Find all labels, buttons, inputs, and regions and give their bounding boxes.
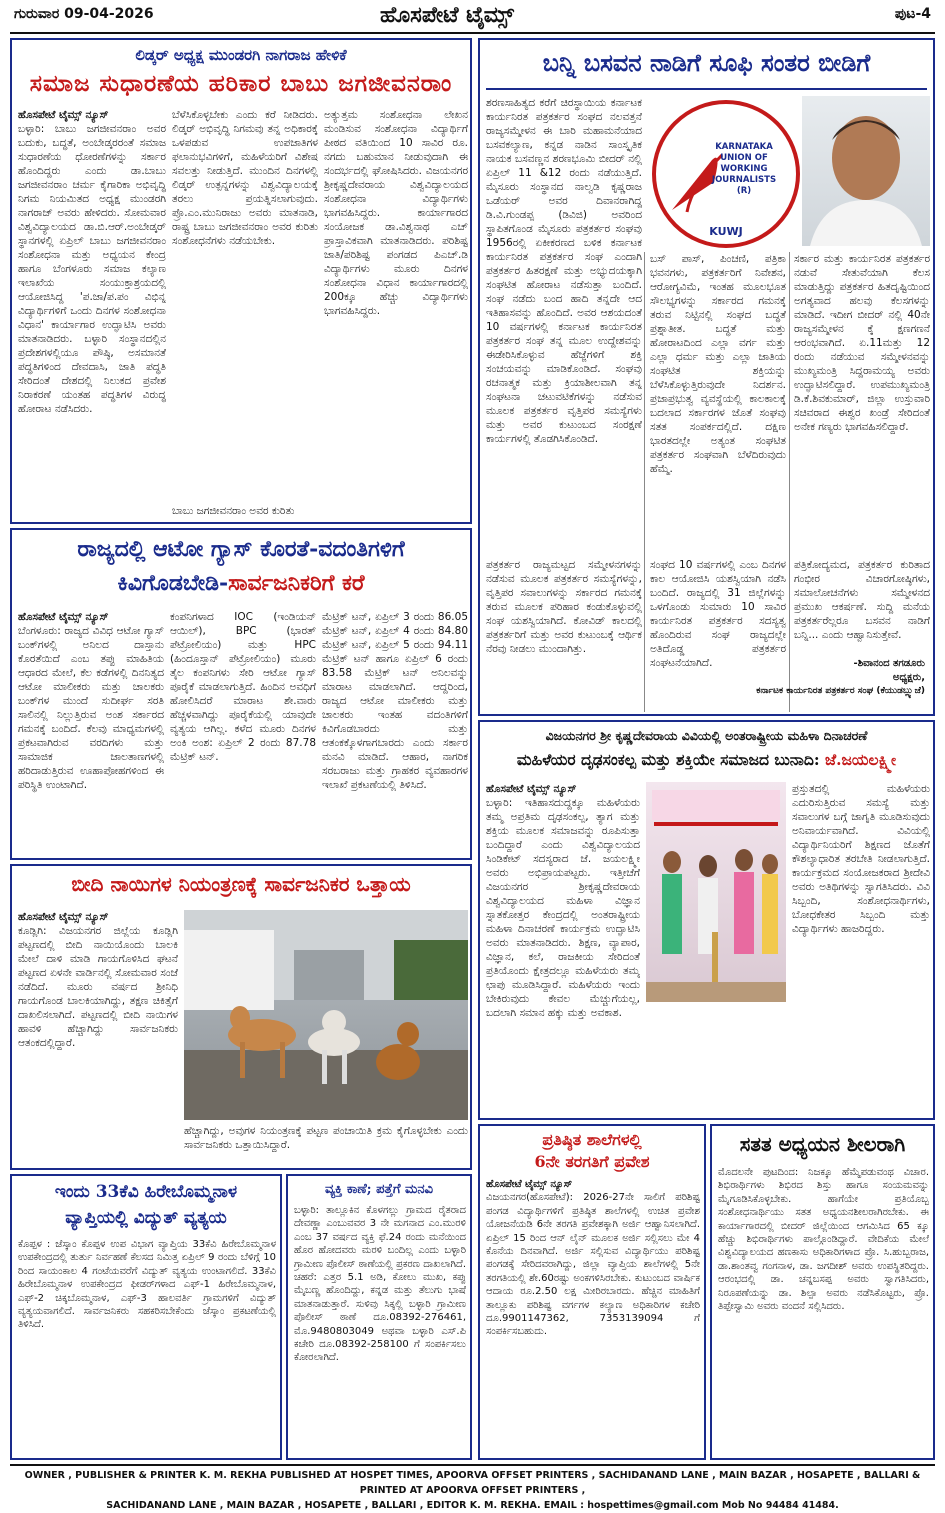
newspaper-title: ಹೊಸಪೇಟೆ ಟೈಮ್ಸ್ [380, 2, 514, 28]
story-body: ಕೊಪ್ಪಳ : ಜೆಸ್ಕಾಂ ಕೊಪ್ಪಳ ಉಪ ವಿಭಾಗ ವ್ಯಾಪ್ತಿಯ 33ಕೆವಿ ಹಿರೇಬೊಮ್ಮನಾಳ ಉಪಕೇಂದ್ರದಲ್ಲಿ ತುರ್ತು ನಿರ್ವಹಣೆ ಕೆಲಸದ ನಿಮಿತ್ತ ಏಪ್ರಿಲ್ 9 ರಂದು ಬೆಳಿಗ್ಗೆ 10 ರಿಂದ ಸಾಯಂಕಾಲ 4 ಗಂಟೆಯವರೆಗೆ ವಿದ್ಯುತ್ ವ್ಯತ್ಯಯ ಉಂಟಾಗಲಿದೆ. 33ಕೆವಿ ಹಿರೇಬೊಮ್ಮನಾಳ ಉಪಕೇಂದ್ರದ ಫೀಡರ್‌ಗಳಾದ ಎಫ್-1 ಹಿರೇಬೊಮ್ಮನಾಳ, ಎಫ್-2 ಚಿಕ್ಕಬೊಮ್ಮನಾಳ, ಎಫ್-3 ಹಾಲವರ್ತಿ ಗ್ರಾಮಗಳಿಗೆ ವಿದ್ಯುತ್ ವ್ಯತ್ಯಯವಾಗಲಿದೆ. ಸಾರ್ವಜನಿಕರು ಸಹಕರಿಸಬೇಕೆಂದು ಜೆಸ್ಕಾಂ ಪ್ರಕಟಣೆಯಲ್ಲಿ ತಿಳಿಸಿದೆ. [18, 1239, 276, 1331]
story-column-2: ಬಸ್ ಪಾಸ್, ಪಿಂಚಣಿ, ಪತ್ರಿಕಾ ಭವನಗಳು, ಪತ್ರಕರ್ತರಿಗೆ ನಿವೇಶನ, ಆರೋಗ್ಯವಿಮೆ, ಇಂತಹ ಮೂಲಭೂತ ಸೌಲಭ್ಯಗಳನ್ನು ಸರ್ಕಾರದ ಗಮನಕ್ಕೆ ತರುವ ನಿಟ್ಟಿನಲ್ಲಿ ಸಂಘದ ಬದ್ಧತೆ ಪ್ರಶ್ನಾತೀತ. ಬದ್ಧತೆ ಮತ್ತು ಹೋರಾಟದಿಂದ ಎಲ್ಲಾ ವರ್ಗ ಮತ್ತು ಎಲ್ಲಾ ಧರ್ಮ ಮತ್ತು ಎಲ್ಲಾ ಜಾತಿಯ ಸಂಘಟಿತ ಶಕ್ತಿಯನ್ನು ಬೆಳೆಸಿಕೊಳ್ಳುತ್ತಿರುವುದೇ ನಿದರ್ಶನ. ಪ್ರಜಾಪ್ರಭುತ್ವ ವ್ಯವಸ್ಥೆಯಲ್ಲಿ ಕಾಲಕಾಲಕ್ಕೆ ಬದಲಾದ ಸರ್ಕಾರಗಳ ಜೊತೆ ಸಂಘವು ಸತತ ಸಂಪರ್ಕದಲ್ಲಿದೆ. ದಕ್ಷಿಣ ಭಾರತದಲ್ಲೇ ಅತ್ಯಂತ ಸಂಘಟಿತ ಪತ್ರಕರ್ತರ ಸಂಘವಾಗಿ ಬೆಳೆದಿರುವುದು ಹೆಮ್ಮೆ. [650, 253, 786, 475]
story-stray-dogs [10, 864, 472, 1170]
story-headline: ಸತತ ಅಧ್ಯಯನ ಶೀಲರಾಗಿ [739, 1132, 906, 1156]
signature-role: ಅಧ್ಯಕ್ಷರು, [892, 672, 925, 683]
masthead-rule [10, 32, 935, 34]
story-column-2: ಪ್ರಸ್ತುತದಲ್ಲಿ ಮಹಿಳೆಯರು ಎದುರಿಸುತ್ತಿರುವ ಸಮಸ್ಯೆ ಮತ್ತು ಸವಾಲುಗಳ ಬಗ್ಗೆ ಜಾಗೃತಿ ಮೂಡಿಸುವುದು ಅನಿವಾರ್ಯವಾಗಿದೆ. ವಿವಿಯಲ್ಲಿ ವಿದ್ಯಾರ್ಥಿನಿಯರಿಗೆ ಶಿಕ್ಷಣದ ಜೊತೆಗೆ ಕೌಶಲ್ಯಾಧಾರಿತ ತರಬೇತಿ ನೀಡಲಾಗುತ್ತಿದೆ. ಕಾರ್ಯಕ್ರಮದ ಸಂಯೋಜಕರಾದ ಶ್ರೀದೇವಿ ಅವರು ಅತಿಥಿಗಳನ್ನು ಸ್ವಾಗತಿಸಿದರು. ವಿವಿ ಸಿಬ್ಬಂದಿ, ಸಂಶೋಧನಾರ್ಥಿಗಳು, ಬೋಧಕೇತರ ಸಿಬ್ಬಂದಿ ಮತ್ತು ವಿದ್ಯಾರ್ಥಿಗಳು ಹಾಜರಿದ್ದರು. [792, 783, 930, 935]
headline-part-2: ಜೆ.ಜಯಲಕ್ಷ್ಮೀ [825, 750, 897, 769]
imprint-line-1: OWNER , PUBLISHER & PRINTER K. M. REKHA PUBLISHED AT HOSPET TIMES, APOORVA OFFSET PRINTERS , SACHIDANAND LANE , MAIN BAZAR , HOSAPETE , BALLARI & PRINTED AT APOORVA OFFSET PRINTERS , [24, 1470, 921, 1496]
dateline: ಹೊಸಪೇಟೆ ಟೈಮ್ಸ್ ನ್ಯೂಸ್ [486, 1179, 573, 1190]
story-auto-gas [10, 528, 472, 860]
column-rule [789, 252, 790, 712]
headline-part-1: ಮಹಿಳೆಯರ ದೃಢಸಂಕಲ್ಪ ಮತ್ತು ಶಕ್ತಿಯೇ ಸಮಾಜದ ಬುನಾದಿ: [516, 750, 826, 769]
story-body: ಬಳ್ಳಾರಿ: ಇತಿಹಾಸದುದ್ದಕ್ಕೂ ಮಹಿಳೆಯರು ತಮ್ಮ ಅಪ್ರತಿಮ ದೃಢಸಂಕಲ್ಪ, ತ್ಯಾಗ ಮತ್ತು ಶಕ್ತಿಯ ಮೂಲಕ ಸಮಾಜವನ್ನು ರೂಪಿಸುತ್ತಾ ಬಂದಿದ್ದಾರೆ ಎಂದು ವಿಶ್ವವಿದ್ಯಾಲಯದ ಸಿಂಡಿಕೇಟ್ ಸದಸ್ಯರಾದ ಜೆ. ಜಯಲಕ್ಷ್ಮೀ ಅವರು ಅಭಿಪ್ರಾಯಪಟ್ಟರು. ಇತ್ತೀಚೆಗೆ ವಿಜಯನಗರ ಶ್ರೀಕೃಷ್ಣದೇವರಾಯ ವಿಶ್ವವಿದ್ಯಾಲಯದ ಮಹಿಳಾ ವಿಜ್ಞಾನ ಸ್ನಾತಕೋತ್ತರ ಕೇಂದ್ರದಲ್ಲಿ ಅಂತರಾಷ್ಟ್ರೀಯ ಮಹಿಳಾ ದಿನಾಚರಣೆ ಕಾರ್ಯಕ್ರಮ ಉದ್ಘಾಟಿಸಿ ಅವರು ಮಾತನಾಡಿದರು. ಶಿಕ್ಷಣ, ವ್ಯಾಪಾರ, ವಿಜ್ಞಾನ, ಕಲೆ, ರಾಜಕೀಯ ಸೇರಿದಂತೆ ಪ್ರತಿಯೊಂದು ಕ್ಷೇತ್ರದಲ್ಲೂ ಮಹಿಳೆಯರು ತಮ್ಮ ಛಾಪು ಮೂಡಿಸಿದ್ದಾರೆ. ಮಹಿಳೆಯರು ಇಂದು ಬೇಕಿರುವುದು ಕೇವಲ ಮೆಚ್ಚುಗೆಯಲ್ಲ, ಬದಲಾಗಿ ಸಮಾನ ಹಕ್ಕು ಮತ್ತು ಅವಕಾಶ. [486, 797, 640, 1019]
signature-name: -ಶಿವಾನಂದ ತಗಡೂರು [853, 658, 925, 669]
portrait-photo [802, 96, 930, 246]
story-body: ಬಳ್ಳಾರಿ: ಬಾಬು ಜಗಜೀವನರಾಂ ಅವರ ಬದುಕು, ಬದ್ಧತೆ, ಅಂಬೇಡ್ಕರರಂತೆ ಸಮಾಜ ಸುಧಾರಣೆಯ ಧೋರಣೆಗಳನ್ನು ಸರ್ಕಾರ ಹೊಂದಿದ್ದರು ಎಂದು ಡಾ.ಬಾಬು ಜಗಜೀವನರಾಂ ಚರ್ಮ ಕೈಗಾರಿಕಾ ಅಭಿವೃದ್ಧಿ ನಿಗಮ ನಿಯಮಿತದ ಅಧ್ಯಕ್ಷ ಮುಂಡರಗಿ ನಾಗರಾಜ್ ಅವರು ಹೇಳಿದರು. ಸೋಮವಾರ ವಿಶ್ವವಿದ್ಯಾಲಯದ ಡಾ.ಬಿ.ಆರ್.ಅಂಬೇಡ್ಕರ್ ಸ್ಥಾನಗಳಲ್ಲಿ ಏಪ್ರಿಲ್ ಬಾಬು ಜಗಜೀವನರಾಂ ಸಂಶೋಧನಾ ಮತ್ತು ಅಧ್ಯಯನ ಕೇಂದ್ರ ಹಾಗೂ ಬೆಂಗಳೂರು ಸಮಾಜ ಕಲ್ಯಾಣ ಇಲಾಖೆಯ ಸಂಯುಕ್ತಾಶ್ರಯದಲ್ಲಿ ಆಯೋಜಿಸಿದ್ದ 'ಪ.ಜಾ/ಪ.ಪಂ ವಿಭಿನ್ನ ವಿದ್ಯಾರ್ಥಿಗಳಿಗೆ ಒಂದು ದಿನಗಳ ಸಂಶೋಧನಾ ವಿಧಾನ' ಕಾರ್ಯಾಗಾರ ಉದ್ಘಾಟಿಸಿ ಅವರು ಮಾತನಾಡಿದರು. ಬಳ್ಳಾರಿ ಸಂಸ್ಥಾನದಲ್ಲಿನ ಪ್ರದೇಶಗಳಲ್ಲಿಯೂ ಪೌಷ್ಠಿ, ಅಸಮಾನತೆ ಪದ್ಧತಿಗಳಿಂದ ದೇವದಾಸಿ, ಜಾತಿ ಪದ್ಧತಿ ಸೇರಿದಂತೆ ದೇಶದಲ್ಲಿ ನಿಲುಕದ ಪ್ರವೇಶ ನಿರಾಕರಣೆ ಯಂತಹ ಪದ್ಧತಿಗಳ ವಿರುದ್ಧ ಹೋರಾಟ ನಡೆಸಿದರು. [18, 123, 166, 415]
story-body: ಕೂಡ್ಲಿಗಿ: ವಿಜಯನಗರ ಜಿಲ್ಲೆಯ ಕೂಡ್ಲಿಗಿ ಪಟ್ಟಣದಲ್ಲಿ ಬೀದಿ ನಾಯಿಯೊಂದು ಬಾಲಕಿ ಮೇಲೆ ದಾಳಿ ಮಾಡಿ ಗಾಯಗೊಳಿಸಿದ ಘಟನೆ ಪಟ್ಟಣದ ಏಳನೇ ವಾರ್ಡಿನಲ್ಲಿ ಸೋಮವಾರ ಸಂಜೆ ನಡೆದಿದೆ. ಮೂರು ವರ್ಷದ ಶ್ರೀನಿಧಿ ಗಾಯಗೊಂಡ ಬಾಲಕಿಯಾಗಿದ್ದು, ತಕ್ಷಣ ಚಿಕಿತ್ಸೆಗೆ ದಾಖಲಿಸಲಾಗಿದೆ. ಪಟ್ಟಣದಲ್ಲಿ ಬೀದಿ ನಾಯಿಗಳ ಹಾವಳಿ ಹೆಚ್ಚಾಗಿದ್ದು ಸಾರ್ವಜನಿಕರು ಆತಂಕದಲ್ಲಿದ್ದಾರೆ. [18, 925, 178, 1049]
logo-text-2: UNION OF [720, 153, 768, 163]
story-text: ವಿಜಯನಗರ(ಹೊಸಪೇಟೆ): 2026-27ನೇ ಸಾಲಿಗೆ ಪರಿಶಿಷ್ಟ ಪಂಗಡ ವಿದ್ಯಾರ್ಥಿಗಳಿಗೆ ಪ್ರತಿಷ್ಠಿತ ಶಾಲೆಗಳಲ್ಲಿ ಉಚಿತ ಪ್ರವೇಶ ಯೋಜನೆಯಡಿ 6ನೇ ತರಗತಿ ಪ್ರವೇಶಕ್ಕಾಗಿ ಅರ್ಜಿ ಆಹ್ವಾನಿಸಲಾಗಿದೆ. ಏಪ್ರಿಲ್ 15 ರಿಂದ ಆನ್ ಲೈನ್ ಮೂಲಕ ಅರ್ಜಿ ಸಲ್ಲಿಸಲು ಮೇ 4 ಕೊನೆಯ ದಿನವಾಗಿದೆ. ಅರ್ಜಿ ಸಲ್ಲಿಸುವ ವಿದ್ಯಾರ್ಥಿಯು ಪರಿಶಿಷ್ಟ ಪಂಗಡಕ್ಕೆ ಸೇರಿದವರಾಗಿದ್ದು, ಜಿಲ್ಲಾ ವ್ಯಾಪ್ತಿಯ ಶಾಲೆಗಳಲ್ಲಿ 5ನೇ ತರಗತಿಯಲ್ಲಿ ಶೇ.60ರಷ್ಟು ಅಂಕಗಳಿಸಿರಬೇಕು. ಕುಟುಂಬದ ವಾರ್ಷಿಕ ಆದಾಯ ರೂ.2.50 ಲಕ್ಷ ಮೀರಿರಬಾರದು. ಹೆಚ್ಚಿನ ಮಾಹಿತಿಗೆ ತಾಲ್ಲೂಕು ಪರಿಶಿಷ್ಟ ವರ್ಗಗಳ ಕಲ್ಯಾಣ ಅಧಿಕಾರಿಗಳ ಕಚೇರಿ ದೂ.9901147362, 7353139094 ಗೆ ಸಂಪರ್ಕಿಸಬಹುದು. [486, 1192, 700, 1338]
story-column-2: ಕಂಪನಿಗಳಾದ IOC (ಇಂಡಿಯನ್ ಆಯಿಲ್), BPC (ಭಾರತ್ ಪೆಟ್ರೋಲಿಯಂ) ಮತ್ತು HPC (ಹಿಂದೂಸ್ತಾನ್ ಪೆಟ್ರೋಲಿಯಂ) ಮೂರು ತೈಲ ಕಂಪನಿಗಳು ಸೇರಿ ಆಟೋ ಗ್ಯಾಸ್ ಪೂರೈಕೆ ಮಾಡಲಾಗುತ್ತಿದೆ. ಹಿಂದಿನ ಅವಧಿಗೆ ಹೋಲಿಸಿದರೆ ಮಾರಾಟ ಶೇ.ವಾರು ಹೆಚ್ಚಳವಾಗಿದ್ದು ಪೂರೈಕೆಯಲ್ಲಿ ಯಾವುದೇ ವ್ಯತ್ಯಯ ಆಗಿಲ್ಲ. ಕಳೆದ ಮೂರು ದಿನಗಳ ಅಂಕಿ ಅಂಶ: ಏಪ್ರಿಲ್ 2 ರಂದು 87.78 ಮೆಟ್ರಿಕ್ ಟನ್. [170, 611, 316, 763]
story-continuation: ಬಾಬು ಜಗಜೀವನರಾಂ ಅವರ ಕುರಿತು [172, 505, 295, 517]
story-jagjivanram [10, 38, 472, 524]
dateline: ಹೊಸಪೇಟೆ ಟೈಮ್ಸ್ ನ್ಯೂಸ್ [486, 783, 577, 795]
story-missing-person [286, 1174, 472, 1460]
story-headline: ಬೀದಿ ನಾಯಿಗಳ ನಿಯಂತ್ರಣಕ್ಕೆ ಸಾರ್ವಜನಿಕರ ಒತ್ತಾಯ [71, 872, 411, 896]
story-headline: ವ್ಯಕ್ತಿ ಕಾಣೆ; ಪತ್ತೆಗೆ ಮನವಿ [325, 1182, 433, 1197]
lamp-lighting-photo-icon [646, 782, 786, 1002]
logo-text-4: JOURNALISTS (R) [711, 175, 777, 196]
story-column-1 [18, 610, 164, 856]
story-column-3: ಅತ್ಯುತ್ತಮ ಸಂಶೋಧನಾ ಲೇಖನ ಮಂಡಿಸುವ ಸಂಶೋಧನಾ ವಿದ್ಯಾರ್ಥಿಗೆ ಪೀಠದ ವತಿಯಿಂದ 10 ಸಾವಿರ ರೂ. ನಗದು ಬಹುಮಾನ ನೀಡುವುದಾಗಿ ಈ ಸಂದರ್ಭದಲ್ಲಿ ಘೋಷಿಸಿದರು. ವಿಜಯನಗರ ಶ್ರೀಕೃಷ್ಣದೇವರಾಯ ವಿಶ್ವವಿದ್ಯಾಲಯದ ಸಂಶೋಧನಾ ವಿದ್ಯಾರ್ಥಿಗಳು ಭಾಗವಹಿಸಿದ್ದರು. ಕಾರ್ಯಾಗಾರದ ಸಂಯೋಜಕ ಡಾ.ವಿಶ್ವನಾಥ ಎಚ್ ಪ್ರಾಸ್ತಾವಿಕವಾಗಿ ಮಾತನಾಡಿದರು. ಪರಿಶಿಷ್ಟ ಜಾತಿ/ಪರಿಶಿಷ್ಟ ಪಂಗಡದ ಪಿಎಚ್.ಡಿ ವಿದ್ಯಾರ್ಥಿಗಳು ಮೂರು ದಿನಗಳ ಸಂಶೋಧನಾ ವಿಧಾನ ಕಾರ್ಯಾಗಾರದಲ್ಲಿ 200ಕ್ಕೂ ಹೆಚ್ಚು ವಿದ್ಯಾರ್ಥಿಗಳು ಭಾಗವಹಿಸಿದ್ದರು. [324, 109, 468, 317]
story-headline: ಇಂದು 33ಕೆವಿ ಹಿರೇಬೊಮ್ಮನಾಳ [54, 1182, 238, 1202]
story-body: ಬೆಂಗಳೂರು: ರಾಜ್ಯದ ವಿವಿಧ ಆಟೋ ಗ್ಯಾಸ್ ಬಂಕ್‌ಗಳಲ್ಲಿ ಅನಿಲದ ದಾಸ್ತಾನು ಕೊರತೆಯಿದೆ ಎಂಬ ತಪ್ಪು ಮಾಹಿತಿಯ ಆಧಾರದ ಮೇಲೆ, ಕೆಲ ಕಡೆಗಳಲ್ಲಿ ದಿನನಿತ್ಯದ ಆಟೋ ಮಾಲೀಕರು ಮತ್ತು ಚಾಲಕರು ಬಂಕ್‌ಗಳ ಮುಂದೆ ಸುದೀರ್ಘ ಸರತಿ ಸಾಲಿನಲ್ಲಿ ನಿಲ್ಲುತ್ತಿರುವ ಅಂಶ ಸರ್ಕಾರದ ಗಮನಕ್ಕೆ ಬಂದಿದೆ. ಕೆಲವು ಮಾಧ್ಯಮಗಳಲ್ಲಿ ಪ್ರಕಟವಾಗಿರುವ ವರದಿಗಳು ಮತ್ತು ಸಾಮಾಜಿಕ ಜಾಲತಾಣಗಳಲ್ಲಿ ಹರಿದಾಡುತ್ತಿರುವ ಊಹಾಪೋಹಗಳಿಂದ ಈ ಪರಿಸ್ಥಿತಿ ಉಂಟಾಗಿದೆ. [18, 625, 164, 791]
story-kicker: ಲಿಡ್ಕರ್ ಅಧ್ಯಕ್ಷ ಮುಂಡರಗಿ ನಾಗರಾಜ ಹೇಳಿಕೆ [135, 46, 347, 64]
logo-text-1: KARNATAKA [715, 142, 773, 152]
story-column-3: ಸರ್ಕಾರ ಮತ್ತು ಕಾರ್ಯನಿರತ ಪತ್ರಕರ್ತರ ನಡುವೆ ಸೇತುವೆಯಾಗಿ ಕೆಲಸ ಮಾಡುತ್ತಿದ್ದು ಪತ್ರಕರ್ತರ ಹಿತದೃಷ್ಟಿಯಿಂದ ಅಗತ್ಯವಾದ ಹಲವು ಕೆಲಸಗಳನ್ನು ಮಾಡಿದೆ. ಇದೀಗ ಬೀದರ್ ನಲ್ಲಿ 40ನೇ ರಾಜ್ಯಸಮ್ಮೇಳನ ಕ್ಕೆ ಕ್ಷಣಗಣನೆ ಆರಂಭವಾಗಿದೆ. ಏ.11ಮತ್ತು 12 ರಂದು ನಡೆಯುವ ಸಮ್ಮೇಳನವನ್ನು ಮುಖ್ಯಮಂತ್ರಿ ಸಿದ್ದರಾಮಯ್ಯ ಅವರು ಉದ್ಘಾಟಿಸಲಿದ್ದಾರೆ. ಉಪಮುಖ್ಯಮಂತ್ರಿ ಡಿ.ಕೆ.ಶಿವಕುಮಾರ್, ಜಿಲ್ಲಾ ಉಸ್ತುವಾರಿ ಸಚಿವರಾದ ಈಶ್ವರ ಖಂಡ್ರೆ ಸೇರಿದಂತೆ ಅನೇಕ ಗಣ್ಯರು ಭಾಗವಹಿಸಲಿದ್ದಾರೆ. [794, 253, 930, 433]
logo-abbr: KUWJ [709, 225, 743, 238]
imprint-footer [10, 1464, 935, 1513]
story-headline-line-2: ವ್ಯಾಪ್ತಿಯಲ್ಲಿ ವಿದ್ಯುತ್ ವ್ಯತ್ಯಯ [65, 1208, 227, 1228]
story-kicker: ವಿಜಯನಗರ ಶ್ರೀ ಕೃಷ್ಣದೇವರಾಯ ವಿವಿಯಲ್ಲಿ ಅಂತರಾಷ್ಟ್ರೀಯ ಮಹಿಳಾ ದಿನಾಚರಣೆ [545, 728, 868, 743]
headline-rule [486, 88, 927, 90]
story-womens-day [478, 720, 935, 1120]
photo-caption: ಹೆಚ್ಚಾಗಿದ್ದು, ಅವುಗಳ ನಿಯಂತ್ರಣಕ್ಕೆ ಪಟ್ಟಣ ಪಂಚಾಯಿತಿ ಕ್ರಮ ಕೈಗೊಳ್ಳಬೇಕು ಎಂದು ಸಾರ್ವಜನಿಕರು ಒತ್ತಾಯಿಸಿದ್ದಾರೆ. [184, 1125, 468, 1151]
stray-dogs-photo [184, 910, 468, 1120]
story-column-1 [18, 108, 166, 518]
event-photo [646, 782, 786, 1002]
story-column-4: ಪತ್ರಕರ್ತರ ರಾಜ್ಯಮಟ್ಟದ ಸಮ್ಮೇಳನಗಳನ್ನು ನಡೆಸುವ ಮೂಲಕ ಪತ್ರಕರ್ತರ ಸಮಸ್ಯೆಗಳನ್ನು, ವೃತ್ತಿಪರ ಸವಾಲುಗಳನ್ನು ಸರ್ಕಾರದ ಗಮನಕ್ಕೆ ತರುವ ಮೂಲಕ ಪರಿಹಾರ ಕಂಡುಕೊಳ್ಳುವಲ್ಲಿ ಸಂಘ ಯಶಸ್ವಿಯಾಗಿದೆ. ಕೋವಿಡ್ ಕಾಲದಲ್ಲಿ ಪತ್ರಕರ್ತರಿಗೆ ಮತ್ತು ಅವರ ಕುಟುಂಬಕ್ಕೆ ಆರ್ಥಿಕ ನೆರವು ನೀಡಲು ಮುಂದಾಗಿತ್ತು. [486, 559, 642, 655]
page-number: ಪುಟ-4 [894, 6, 931, 22]
story-column-6: ಪತ್ರಿಕೋದ್ಯಮದ, ಪತ್ರಕರ್ತರ ಕುರಿತಾದ ಗಂಭೀರ ವಿಚಾರಗೋಷ್ಠಿಗಳು, ಸಮಾಲೋಚನೆಗಳು ಸಮ್ಮೇಳನದ ಪ್ರಮುಖ ಆಕರ್ಷಣೆ. ಸುದ್ದಿ ಮನೆಯ ಪತ್ರಕರ್ತರೆಲ್ಲರೂ ಬಸವನ ನಾಡಿಗೆ ಬನ್ನಿ... ಎಂದು ಆಹ್ವಾನಿಸುತ್ತೇವೆ. [794, 559, 930, 641]
column-rule [644, 252, 645, 712]
story-headline: ರಾಜ್ಯದಲ್ಲಿ ಆಟೋ ಗ್ಯಾಸ್ ಕೊರತೆ-ವದಂತಿಗಳಿಗೆ [77, 536, 405, 562]
story-kuwj-conference [478, 38, 935, 716]
story-column-1: ಶರಣಸಾಹಿತ್ಯದ ಕರೆಗೆ ಚಿರಸ್ಥಾಯಿಯ ಕರ್ನಾಟಕ ಕಾರ್ಯನಿರತ ಪತ್ರಕರ್ತರ ಸಂಘದ ನಲವತ್ತನೆ ರಾಜ್ಯಸಮ್ಮೇಳನ ಈ ಬಾರಿ ಮಹಾಮನೆಯಾದ ಬಸವಕಲ್ಯಾಣ, ಕನ್ನಡ ನಾಡಿನ ಸಾಂಸ್ಕೃತಿಕ ನಾಯಕ ಬಸವಣ್ಣನ ಶರಣಭೂಮಿ ಬೀದರ್ ನಲ್ಲಿ ಏಪ್ರಿಲ್ 11 &12 ರಂದು ನಡೆಯುತ್ತಿದೆ. ಮೈಸೂರು ಸಂಸ್ಥಾನದ ನಾಲ್ವಡಿ ಕೃಷ್ಣರಾಜ ಒಡೆಯರ್ ಅವರ ದಿವಾನರಾಗಿದ್ದ ಡಿ.ವಿ.ಗುಂಡಪ್ಪ (ಡಿವಿಜಿ) ಅವರಿಂದ ಸ್ಥಾಪಿತಗೊಂಡ ಮೈಸೂರು ಪತ್ರಕರ್ತರ ಸಂಘವು 1956ರಲ್ಲಿ ಏಕೀಕರಣದ ಬಳಿಕ ಕರ್ನಾಟಕ ಕಾರ್ಯನಿರತ ಪತ್ರಕರ್ತರ ಸಂಘ ಎಂದಾಗಿ ಪತ್ರಕರ್ತರ ಹಿತರಕ್ಷಣೆ ಮತ್ತು ಅಭ್ಯುದಯಕ್ಕಾಗಿ ಸಂಘಟಿತ ಹೋರಾಟ ನಡೆಸುತ್ತಾ ಬಂದಿದೆ. ಸಂಘ ನಡೆದು ಬಂದ ಹಾದಿ ತನ್ನದೇ ಆದ ಇತಿಹಾಸವನ್ನು ಹೊಂದಿದೆ. ಅವರ ಆಶಯದಂತೆ 10 ವರ್ಷಗಳಲ್ಲಿ ಕರ್ನಾಟಕ ಕಾರ್ಯನಿರತ ಪತ್ರಕರ್ತರ ಸಂಘ ತನ್ನ ಮೂಲ ಉದ್ದೇಶವನ್ನು ಈಡೇರಿಸಿಕೊಳ್ಳುವ ಹೆಜ್ಜೆಗಳಿಗೆ ಶಕ್ತಿ ಸಂಚಯವನ್ನು ಮಾಡಿಕೊಂಡಿದೆ. ಸಂಘವು ರಚನಾತ್ಮಕ ಮತ್ತು ಕ್ರಿಯಾಶೀಲವಾಗಿ ತನ್ನ ಸಂಘಟನಾ ಚಟುವಟಿಕೆಗಳನ್ನು ನಡೆಸುವ ಮೂಲಕ ಪತ್ರಕರ್ತರ ವೃತ್ತಿಪರ ಸಮಸ್ಯೆಗಳು ಮತ್ತು ಅವರ ಕುಟುಂಬದ ಸಂರಕ್ಷಣೆ ಕಾರ್ಯಗಳಲ್ಲಿ ತೊಡಗಿಸಿಕೊಂಡಿದೆ. [486, 97, 642, 445]
dogs-on-street-icon [184, 910, 468, 1120]
story-column-3: ಮೆಟ್ರಿಕ್ ಟನ್, ಏಪ್ರಿಲ್ 3 ರಂದು 86.05 ಮೆಟ್ರಿಕ್ ಟನ್, ಏಪ್ರಿಲ್ 4 ರಂದು 84.80 ಮೆಟ್ರಿಕ್ ಟನ್, ಏಪ್ರಿಲ್ 5 ರಂದು 94.11 ಮೆಟ್ರಿಕ್ ಟನ್ ಹಾಗೂ ಏಪ್ರಿಲ್ 6 ರಂದು 83.58 ಮೆಟ್ರಿಕ್ ಟನ್ ಅನಿಲವನ್ನು ಮಾರಾಟ ಮಾಡಲಾಗಿದೆ. ಆದ್ದರಿಂದ, ರಾಜ್ಯದ ಆಟೋ ಮಾಲೀಕರು ಮತ್ತು ಚಾಲಕರು ಇಂತಹ ವದಂತಿಗಳಿಗೆ ಕಿವಿಗೊಡಬಾರದು ಮತ್ತು ಆತಂಕಕ್ಕೊಳಗಾಗಬಾರದು ಎಂದು ಸರ್ಕಾರ ಮನವಿ ಮಾಡಿದೆ. ಆಹಾರ, ನಾಗರಿಕ ಸರಬರಾಜು ಮತ್ತು ಗ್ರಾಹಕರ ವ್ಯವಹಾರಗಳ ಇಲಾಖೆ ಪ್ರಕಟಣೆಯಲ್ಲಿ ತಿಳಿಸಿದೆ. [322, 611, 468, 791]
story-body: ಮೊದಲನೇ ಪುಟದಿಂದ: ನಿಜಕ್ಕೂ ಹೆಮ್ಮೆಪಡುವಂಥ ವಿಚಾರ. ಶಿಭಿರಾರ್ಥಿಗಳು ಶಿಭಿರದ ಶಿಸ್ತು ಹಾಗೂ ಸಂಯಮವನ್ನು ಮೈಗೂಡಿಸಿಕೊಳ್ಳಬೇಕು. ಹಾಗೆಯೇ ಪ್ರತಿಯೊಬ್ಬ ಸಂಶೋಧನಾರ್ಥಿಯು ಸತತ ಅಧ್ಯಯನಶೀಲರಾಗಿರಬೇಕು. ಈ ಕಾರ್ಯಾಗಾರದಲ್ಲಿ ಬೀದರ್ ಜಿಲ್ಲೆಯಿಂದ ಆಗಮಿಸಿದ 65 ಕ್ಕೂ ಹೆಚ್ಚು ಶಿಭಿರಾರ್ಥಿಗಳು ಪಾಲ್ಗೊಂಡಿದ್ದಾರೆ. ವೇದಿಕೆಯ ಮೇಲೆ ವಿಶ್ವವಿದ್ಯಾಲಯದ ಹಣಕಾಸು ಅಧಿಕಾರಿಗಳಾದ ಪ್ರೊ. ಸಿ.ಹುಬ್ಬರಾಜ, ಡಾ.ಶಾಂತವ್ವ ಗಂಗನಾಳ, ಡಾ. ಜಗದೀಶ್ ಅವರು ಉಪಸ್ಥಿತರಿದ್ದರು. ಆರಂಭದಲ್ಲಿ ಡಾ. ಚನ್ನಬಸಪ್ಪ ಅವರು ಸ್ವಾಗತಿಸಿದರು, ನಿರೂಪಣೆಯನ್ನು ಡಾ. ಶಿಲ್ಪಾ ಅವರು ನಡೆಸಿಕೊಟ್ಟರು, ಪ್ರೊ. ತಿಪ್ಪೇಸ್ವಾಮಿ ಅವರು ವಂದನೆ ಸಲ್ಲಿಸಿದರು. [718, 1167, 929, 1313]
story-power-cut [10, 1174, 282, 1460]
signature-organisation: ಕರ್ನಾಟಕ ಕಾರ್ಯನಿರತ ಪತ್ರಕರ್ತರ ಸಂಘ (ಕೆಯುಡಬ್ಲ್ಯುಜೆ) [756, 686, 925, 696]
story-headline: ಬನ್ನಿ ಬಸವನ ನಾಡಿಗೆ ಸೂಫಿ ಸಂತರ ಬೀಡಿಗೆ [542, 48, 871, 77]
story-headline [486, 750, 927, 770]
imprint-line-2: SACHIDANAND LANE , MAIN BAZAR , HOSAPETE , BALLARI , EDITOR K. M. REKHA. EMAIL : hospettimes@gmail.com Mob No 94484 41484. [106, 1500, 839, 1511]
story-school-admission [478, 1124, 706, 1460]
story-column-1 [486, 782, 640, 1116]
story-column-2: ಬೆಳೆಸಿಕೊಳ್ಳಬೇಕು ಎಂದು ಕರೆ ನೀಡಿದರು. ಲಿಡ್ಕರ್ ಅಭಿವೃದ್ಧಿ ನಿಗಮವು ತನ್ನ ಅಧಿಕಾರಕ್ಕೆ ಒಳಪಡುವ ಉಪಜಾತಿಗಳ ಫಲಾನುಭವಿಗಳಿಗೆ, ಮಹಿಳೆಯರಿಗೆ ವಿಶೇಷ ಸವಲತ್ತು ನೀಡುತ್ತಿದೆ. ಮುಂದಿನ ದಿನಗಳಲ್ಲಿ ಲಿಡ್ಕರ್ ಉತ್ಪನ್ನಗಳನ್ನು ವಿಶ್ವವಿದ್ಯಾಲಯಕ್ಕೆ ತರಲು ಪ್ರಯತ್ನಿಸಲಾಗುವುದು. ಪ್ರೊ.ಎಂ.ಮುನಿರಾಜು ಅವರು ಮಾತನಾಡಿ, ರಾಷ್ಟ್ರ ಬಾಬು ಜಗಜೀವನರಾಂ ಅವರ ಕುರಿತು ಸಂಶೋಧನೆಗಳು ನಡೆಯಬೇಕು. [172, 109, 318, 247]
story-subheadline [18, 570, 464, 596]
dateline: ಹೊಸಪೇಟೆ ಟೈಮ್ಸ್ ನ್ಯೂಸ್ [18, 611, 109, 623]
story-body: ಬಳ್ಳಾರಿ: ತಾಲ್ಲೂಕಿನ ಕೊಳಗಲ್ಲು ಗ್ರಾಮದ ರೈತರಾದ ದೇವಣ್ಣಾ ಎಂಬುವವರ 3 ನೇ ಮಗನಾದ ಎಂ.ಮುರಳಿ ಎಂಬ 37 ವರ್ಷದ ವ್ಯಕ್ತಿ ಫೆ.24 ರಂದು ಮನೆಯಿಂದ ಹೊರ ಹೋದವರು ಮರಳಿ ಬಂದಿಲ್ಲ ಎಂದು ಬಳ್ಳಾರಿ ಗ್ರಾಮೀಣ ಪೊಲೀಸ್ ಠಾಣೆಯಲ್ಲಿ ಪ್ರಕರಣ ದಾಖಲಾಗಿದೆ. ಚಹರೆ: ಎತ್ತರ 5.1 ಅಡಿ, ಕೋಲು ಮುಖ, ಕಪ್ಪು ಮೈಬಣ್ಣ ಹೊಂದಿದ್ದು, ಕನ್ನಡ ಮತ್ತು ತೆಲುಗು ಭಾಷೆ ಮಾತನಾಡುತ್ತಾರೆ. ಸುಳಿವು ಸಿಕ್ಕಲ್ಲಿ ಬಳ್ಳಾರಿ ಗ್ರಾಮೀಣ ಪೊಲೀಸ್ ಠಾಣೆ ದೂ.08392-276461, ಮೊ.9480803049 ಅಥವಾ ಬಳ್ಳಾರಿ ಎಸ್.ಪಿ ಕಚೇರಿ ದೂ.08392-258100 ಗೆ ಸಂಪರ್ಕಿಸಲು ಕೋರಲಾಗಿದೆ. [294, 1205, 466, 1364]
kuwj-logo [652, 100, 800, 248]
story-headline: ಸಮಾಜ ಸುಧಾರಣೆಯ ಹರಿಕಾರ ಬಾಬು ಜಗಜೀವನರಾಂ [29, 70, 453, 97]
person-portrait-icon [802, 96, 930, 246]
story-headline: ಪ್ರತಿಷ್ಠಿತ ಶಾಲೆಗಳಲ್ಲಿ [542, 1130, 642, 1149]
dateline: ಹೊಸಪೇಟೆ ಟೈಮ್ಸ್ ನ್ಯೂಸ್ [18, 911, 109, 923]
story-column-1 [18, 910, 178, 1166]
story-body [486, 1178, 700, 1456]
logo-text-3: WORKING [720, 164, 768, 174]
subheadline-part-2: ಸಾರ್ವಜನಿಕರಿಗೆ ಕರೆ [228, 570, 365, 596]
story-headline-line-2: 6ನೇ ತರಗತಿಗೆ ಪ್ರವೇಶ [534, 1152, 650, 1171]
story-continuous-study [710, 1124, 935, 1460]
issue-date: ಗುರುವಾರ 09-04-2026 [14, 6, 154, 22]
story-column-5: ಸಂಘದ 10 ವರ್ಷಗಳಲ್ಲಿ ಎಂಬ ದಿನಗಳ ಕಾಲ ಆಯೋಜಿಸಿ ಯಶಸ್ವಿಯಾಗಿ ನಡೆಸಿ ಬಂದಿದೆ. ರಾಜ್ಯದಲ್ಲಿ 31 ಜಿಲ್ಲೆಗಳನ್ನು ಒಳಗೊಂಡು ಸುಮಾರು 10 ಸಾವಿರ ಕಾರ್ಯನಿರತ ಪತ್ರಕರ್ತರ ಸದಸ್ಯತ್ವ ಹೊಂದಿರುವ ಸಂಘ ರಾಜ್ಯದಲ್ಲೇ ಅತಿದೊಡ್ಡ ಪತ್ರಕರ್ತರ ಸಂಘಟನೆಯಾಗಿದೆ. [650, 559, 786, 669]
dateline: ಹೊಸಪೇಟೆ ಟೈಮ್ಸ್ ನ್ಯೂಸ್ [18, 109, 109, 121]
subheadline-part-1: ಕಿವಿಗೊಡಬೇಡಿ- [117, 570, 229, 596]
